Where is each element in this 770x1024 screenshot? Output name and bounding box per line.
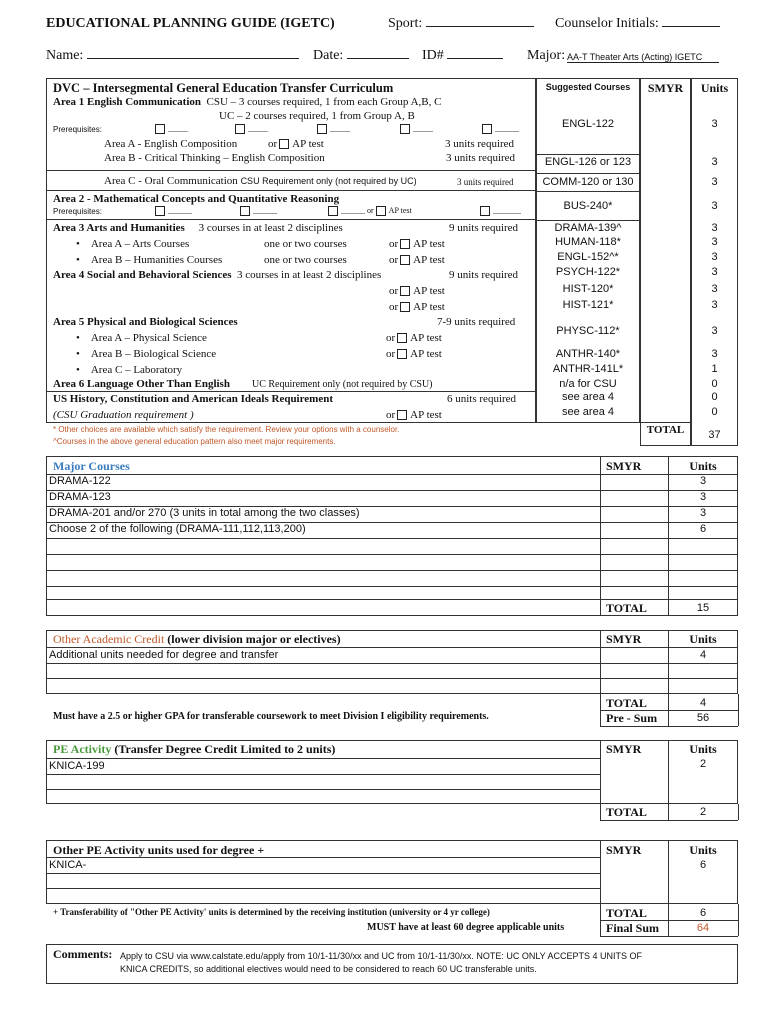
pe-smyr-header: SMYR bbox=[606, 742, 642, 756]
final-sum-value: 64 bbox=[696, 922, 710, 934]
prereq-box[interactable]: ______ bbox=[480, 124, 519, 134]
suggested-course-units: 3 bbox=[711, 251, 718, 263]
other-pe-title: Other PE Activity units used for degree + bbox=[53, 843, 265, 857]
area1b-req: 3 units required bbox=[446, 152, 516, 164]
suggested-course: n/a for CSU bbox=[559, 378, 617, 390]
date-field[interactable] bbox=[347, 58, 409, 59]
suggested-course-units: 3 bbox=[711, 118, 718, 130]
major-course-units: 6 bbox=[699, 523, 707, 535]
note-other-choices: * Other choices are available which satisfy the requirement. Review your options with a counselor. bbox=[53, 425, 400, 434]
suggested-course-units: 3 bbox=[711, 283, 718, 295]
us-history-req: 6 units required bbox=[447, 393, 517, 405]
major-course-units: 3 bbox=[699, 475, 707, 487]
area1c-req: 3 units required bbox=[457, 177, 514, 187]
ge-total-label: TOTAL bbox=[646, 424, 685, 436]
pe-total-label: TOTAL bbox=[606, 805, 647, 819]
otherpe-row-course[interactable]: KNICA- bbox=[49, 859, 87, 871]
col-smyr-header: SMYR bbox=[647, 81, 684, 95]
comments-label: Comments: bbox=[53, 947, 113, 961]
pe-row-units: 2 bbox=[699, 758, 707, 770]
page-title: EDUCATIONAL PLANNING GUIDE (IGETC) bbox=[46, 16, 335, 31]
major-course-row[interactable]: DRAMA-122 bbox=[49, 475, 111, 487]
suggested-course: ENGL-126 or 123 bbox=[544, 156, 632, 168]
major-course-row[interactable]: DRAMA-201 and/or 270 (3 units in total among the two classes) bbox=[49, 507, 360, 519]
comments-line-1[interactable]: Apply to CSU via www.calstate.edu/apply from 10/1-11/30/xx and UC from 10/1-11/30/xx. NOTE: UC ONLY ACCEPTS 4 UNITS OF bbox=[120, 951, 643, 961]
counselor-label: Counselor Initials: bbox=[555, 16, 720, 32]
suggested-course-units: 1 bbox=[711, 363, 718, 375]
area1a-req: 3 units required bbox=[445, 138, 515, 150]
suggested-course: PHYSC-112* bbox=[556, 325, 620, 337]
otherpe-total-value: 6 bbox=[699, 907, 707, 919]
area3a-note: one or two courses bbox=[264, 238, 347, 250]
major-course-row[interactable]: DRAMA-123 bbox=[49, 491, 111, 503]
major-total-value: 15 bbox=[696, 602, 710, 614]
suggested-course: BUS-240* bbox=[563, 200, 613, 212]
major-total-label: TOTAL bbox=[606, 601, 647, 615]
prereq-box[interactable]: _____ bbox=[315, 124, 350, 134]
area5a-label: • Area A – Physical Science bbox=[76, 332, 207, 344]
other-credit-title: Other Academic Credit (lower division major or electives) bbox=[53, 632, 341, 646]
prereq-label: Prerequisites: bbox=[53, 207, 102, 216]
pe-activity-title: PE Activity (Transfer Degree Credit Limited to 2 units) bbox=[53, 742, 336, 756]
gpa-note: Must have a 2.5 or higher GPA for transferable coursework to meet Division I eligibility requirements. bbox=[53, 711, 489, 722]
prereq-box[interactable]: ______ bbox=[238, 206, 277, 216]
presum-value: 56 bbox=[696, 712, 710, 724]
area6-title: Area 6 Language Other Than English UC Requirement only (not required by CSU) bbox=[53, 378, 433, 390]
suggested-course-units: 0 bbox=[711, 406, 718, 418]
must-note: MUST have at least 60 degree applicable units bbox=[367, 922, 565, 933]
suggested-course-units: 3 bbox=[711, 176, 718, 188]
suggested-course: COMM-120 or 130 bbox=[542, 176, 634, 188]
area1c-label: Area C - Oral Communication CSU Requirement only (not required by UC) bbox=[104, 175, 417, 187]
final-sum-label: Final Sum bbox=[606, 921, 660, 935]
ap-test-option[interactable]: or AP test bbox=[389, 254, 445, 266]
suggested-course: HIST-120* bbox=[562, 283, 614, 295]
suggested-course-units: 3 bbox=[711, 236, 718, 248]
major-label: Major: bbox=[527, 48, 566, 63]
suggested-course: ENGL-152^* bbox=[557, 251, 619, 263]
area4-title: Area 4 Social and Behavioral Sciences 3 courses in at least 2 disciplines bbox=[53, 269, 382, 281]
suggested-course: HUMAN-118* bbox=[555, 236, 621, 248]
suggested-course: PSYCH-122* bbox=[555, 266, 621, 278]
prereq-box[interactable]: ______ or AP test bbox=[326, 206, 412, 216]
area1-title: Area 1 English Communication CSU – 3 courses required, 1 from each Group A,B, C bbox=[53, 96, 442, 108]
area5-req: 7-9 units required bbox=[437, 316, 516, 328]
presum-label: Pre - Sum bbox=[606, 711, 658, 725]
prereq-box[interactable]: _____ bbox=[233, 124, 268, 134]
area5b-label: • Area B – Biological Science bbox=[76, 348, 217, 360]
name-label: Name: bbox=[46, 48, 299, 64]
id-field[interactable] bbox=[447, 58, 503, 59]
suggested-course-units: 0 bbox=[711, 378, 718, 390]
suggested-course-units: 3 bbox=[711, 156, 718, 168]
us-history-title: US History, Constitution and American Ideals Requirement bbox=[53, 393, 334, 405]
area4-req: 9 units required bbox=[449, 269, 519, 281]
suggested-course-units: 3 bbox=[711, 348, 718, 360]
area5c-label: • Area C – Laboratory bbox=[76, 364, 183, 376]
suggested-course: DRAMA-139^ bbox=[554, 222, 622, 234]
major-units-header: Units bbox=[689, 459, 717, 473]
area3a-label: • Area A – Arts Courses bbox=[76, 238, 190, 250]
ap-test-option[interactable]: or AP test bbox=[386, 348, 442, 360]
smyr-column bbox=[640, 78, 691, 423]
pe-total-value: 2 bbox=[699, 806, 707, 818]
ap-test-option[interactable]: or AP test bbox=[268, 138, 324, 150]
suggested-course-units: 3 bbox=[711, 299, 718, 311]
suggested-course-units: 3 bbox=[711, 200, 718, 212]
other-units-header: Units bbox=[689, 632, 717, 646]
date-label: Date: bbox=[313, 48, 409, 64]
suggested-course: see area 4 bbox=[562, 391, 614, 403]
major-courses-box bbox=[46, 456, 738, 616]
counselor-field[interactable] bbox=[662, 26, 720, 27]
prereq-box[interactable]: _____ bbox=[398, 124, 433, 134]
area3b-note: one or two courses bbox=[264, 254, 347, 266]
ge-total-value: 37 bbox=[708, 429, 721, 441]
area1-uc: UC – 2 courses required, 1 from Group A, B bbox=[219, 110, 415, 122]
other-row-units: 4 bbox=[699, 649, 707, 661]
other-total-label: TOTAL bbox=[606, 696, 647, 710]
major-smyr-header: SMYR bbox=[606, 459, 642, 473]
area1a-label: Area A - English Composition bbox=[104, 138, 238, 150]
major-course-units: 3 bbox=[699, 507, 707, 519]
col-units-header: Units bbox=[700, 81, 729, 95]
major-courses-title: Major Courses bbox=[53, 459, 130, 473]
suggested-course: ANTHR-140* bbox=[555, 348, 621, 360]
name-field[interactable] bbox=[87, 58, 299, 59]
suggested-course-units: 0 bbox=[711, 391, 718, 403]
prereq-label: Prerequisites: bbox=[53, 125, 102, 134]
area5-title: Area 5 Physical and Biological Sciences bbox=[53, 316, 238, 328]
ap-test-option[interactable]: or AP test bbox=[386, 332, 442, 344]
col-suggested-header: Suggested Courses bbox=[545, 82, 631, 92]
major-course-row[interactable]: Choose 2 of the following (DRAMA-111,112,113,200) bbox=[49, 523, 306, 535]
pe-units-header: Units bbox=[689, 742, 717, 756]
area3-title: Area 3 Arts and Humanities 3 courses in at least 2 disciplines bbox=[53, 222, 343, 234]
id-label: ID# bbox=[422, 48, 503, 64]
ap-test-option[interactable]: or AP test bbox=[389, 301, 445, 313]
area3b-label: • Area B – Humanities Courses bbox=[76, 254, 223, 266]
csu-grad-label: (CSU Graduation requirement ) bbox=[53, 409, 194, 421]
suggested-course-units: 3 bbox=[711, 266, 718, 278]
prereq-box[interactable]: _______ bbox=[478, 206, 521, 216]
otherpe-total-label: TOTAL bbox=[606, 906, 647, 920]
other-total-value: 4 bbox=[699, 697, 707, 709]
suggested-course: ANTHR-141L* bbox=[552, 363, 624, 375]
major-course-units: 3 bbox=[699, 491, 707, 503]
area1b-label: Area B - Critical Thinking – English Composition bbox=[104, 152, 325, 164]
otherpe-smyr-header: SMYR bbox=[606, 843, 642, 857]
prereq-box[interactable]: _____ bbox=[153, 124, 188, 134]
otherpe-units-header: Units bbox=[689, 843, 717, 857]
ap-test-option[interactable]: or AP test bbox=[389, 238, 445, 250]
ap-test-option[interactable]: or AP test bbox=[386, 409, 442, 421]
area2-title: Area 2 - Mathematical Concepts and Quantitative Reasoning bbox=[53, 193, 340, 205]
area3-req: 9 units required bbox=[449, 222, 519, 234]
suggested-course-units: 3 bbox=[711, 222, 718, 234]
suggested-course: see area 4 bbox=[562, 406, 614, 418]
note-major-courses: ^Courses in the above general education pattern also meet major requirements. bbox=[53, 437, 336, 446]
sport-field[interactable] bbox=[426, 26, 534, 27]
otherpe-row-units: 6 bbox=[699, 859, 707, 871]
suggested-course: ENGL-122 bbox=[562, 118, 614, 130]
suggested-course-units: 3 bbox=[711, 325, 718, 337]
ap-test-option[interactable]: or AP test bbox=[389, 285, 445, 297]
other-row-course[interactable]: Additional units needed for degree and transfer bbox=[49, 649, 279, 661]
major-field[interactable]: AA-T Theater Arts (Acting) IGETC bbox=[567, 52, 719, 63]
suggested-course: HIST-121* bbox=[562, 299, 614, 311]
ge-title: DVC – Intersegmental General Education Transfer Curriculum bbox=[53, 81, 394, 95]
transfer-note: + Transferability of "Other PE Activity' units is determined by the receiving institution (university or 4 yr college) bbox=[53, 907, 490, 917]
sport-label: Sport: bbox=[388, 16, 534, 32]
pe-row-course[interactable]: KNICA-199 bbox=[49, 760, 105, 772]
comments-line-2[interactable]: KNICA CREDITS, so additional electives would need to be considered to reach 60 UC transferable units. bbox=[120, 964, 537, 974]
prereq-box[interactable]: ______ bbox=[153, 206, 192, 216]
other-smyr-header: SMYR bbox=[606, 632, 642, 646]
